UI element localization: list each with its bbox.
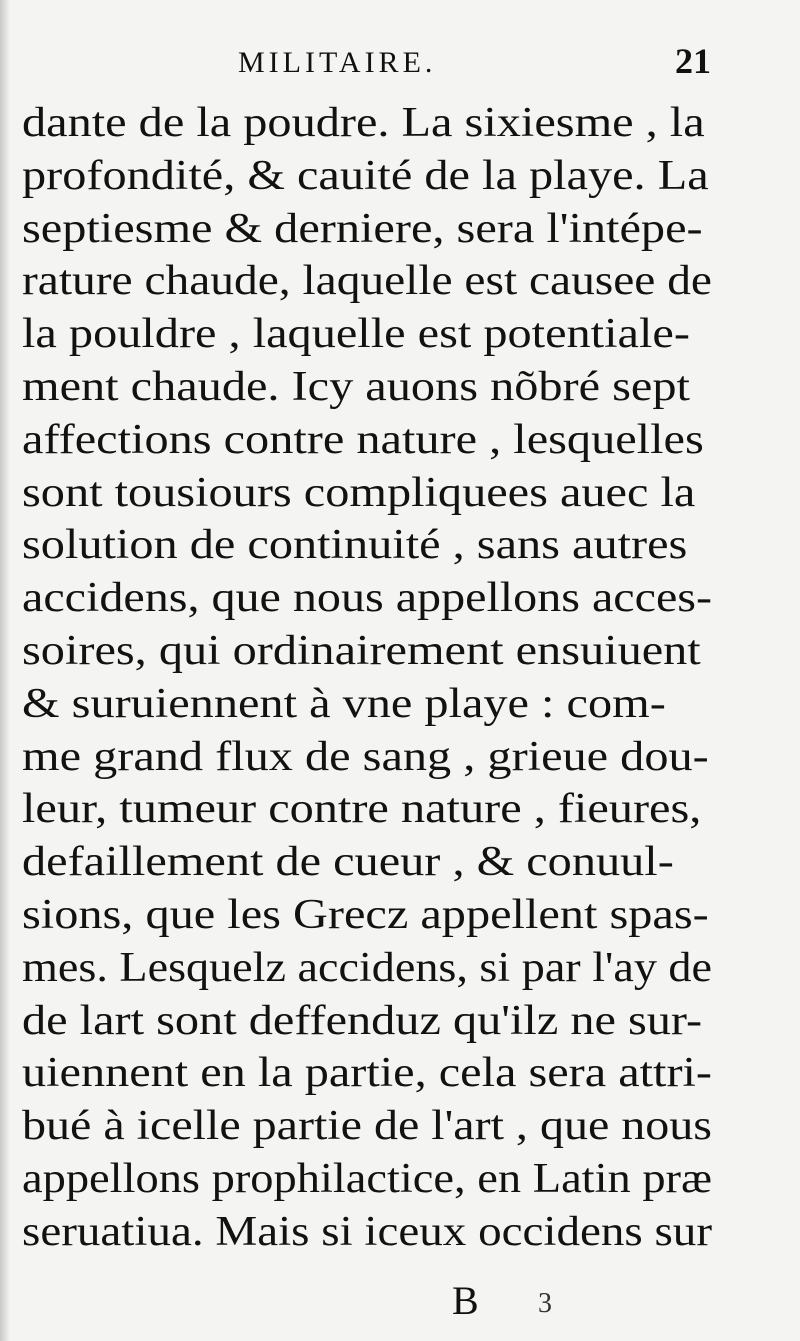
text-line: solution de continuité , sans autres <box>22 522 688 569</box>
text-line: dante de la poudre. La sixiesme , la <box>22 100 705 146</box>
body-text <box>22 97 712 1259</box>
text-line: & suruiennent à vne playe : com- <box>22 680 666 727</box>
text-line: la pouldre , laquelle est potentiale- <box>22 311 690 358</box>
running-head: MILITAIRE. <box>238 46 437 79</box>
text-line: uiennent en la partie, cela sera attri- <box>22 1050 712 1097</box>
text-line: de lart sont deffenduz qu'ilz ne sur- <box>22 997 703 1044</box>
text-line: ment chaude. Icy auons nõbré sept <box>22 363 690 410</box>
text-line: profondité, & cauité de la playe. La <box>22 152 709 199</box>
text-line: leur, tumeur contre nature , fieures, <box>22 786 702 833</box>
text-line: sont tousiours compliquees auec la <box>22 469 696 516</box>
text-line: defaillement de cueur , & conuul- <box>22 839 674 886</box>
text-line: mes. Lesquelz accidens, si par l'ay de <box>22 944 712 991</box>
text-line: appellons prophilactice, en Latin præ <box>22 1155 712 1202</box>
text-line: affections contre nature , lesquelles <box>22 416 704 463</box>
text-line: rature chaude, laquelle est causee de <box>22 258 712 305</box>
page-number: 21 <box>675 41 711 81</box>
page-edge-shadow <box>0 0 10 1341</box>
text-line: soires, qui ordinairement ensuiuent <box>22 627 701 674</box>
signature-mark: B <box>452 1278 479 1323</box>
text-line: me grand flux de sang , grieue dou- <box>22 733 709 780</box>
page-header <box>0 40 800 90</box>
text-line: septiesme & derniere, sera l'intépe- <box>22 205 703 252</box>
text-line: bué à icelle partie de l'art , que nous <box>22 1103 712 1150</box>
text-line: seruatiua. Mais si iceux occidens sur <box>22 1208 712 1255</box>
text-line: accidens, que nous appellons acces- <box>22 575 712 622</box>
text-line: sions, que les Grecz appellent spas- <box>22 891 709 938</box>
handwritten-mark: 3 <box>538 1288 552 1319</box>
